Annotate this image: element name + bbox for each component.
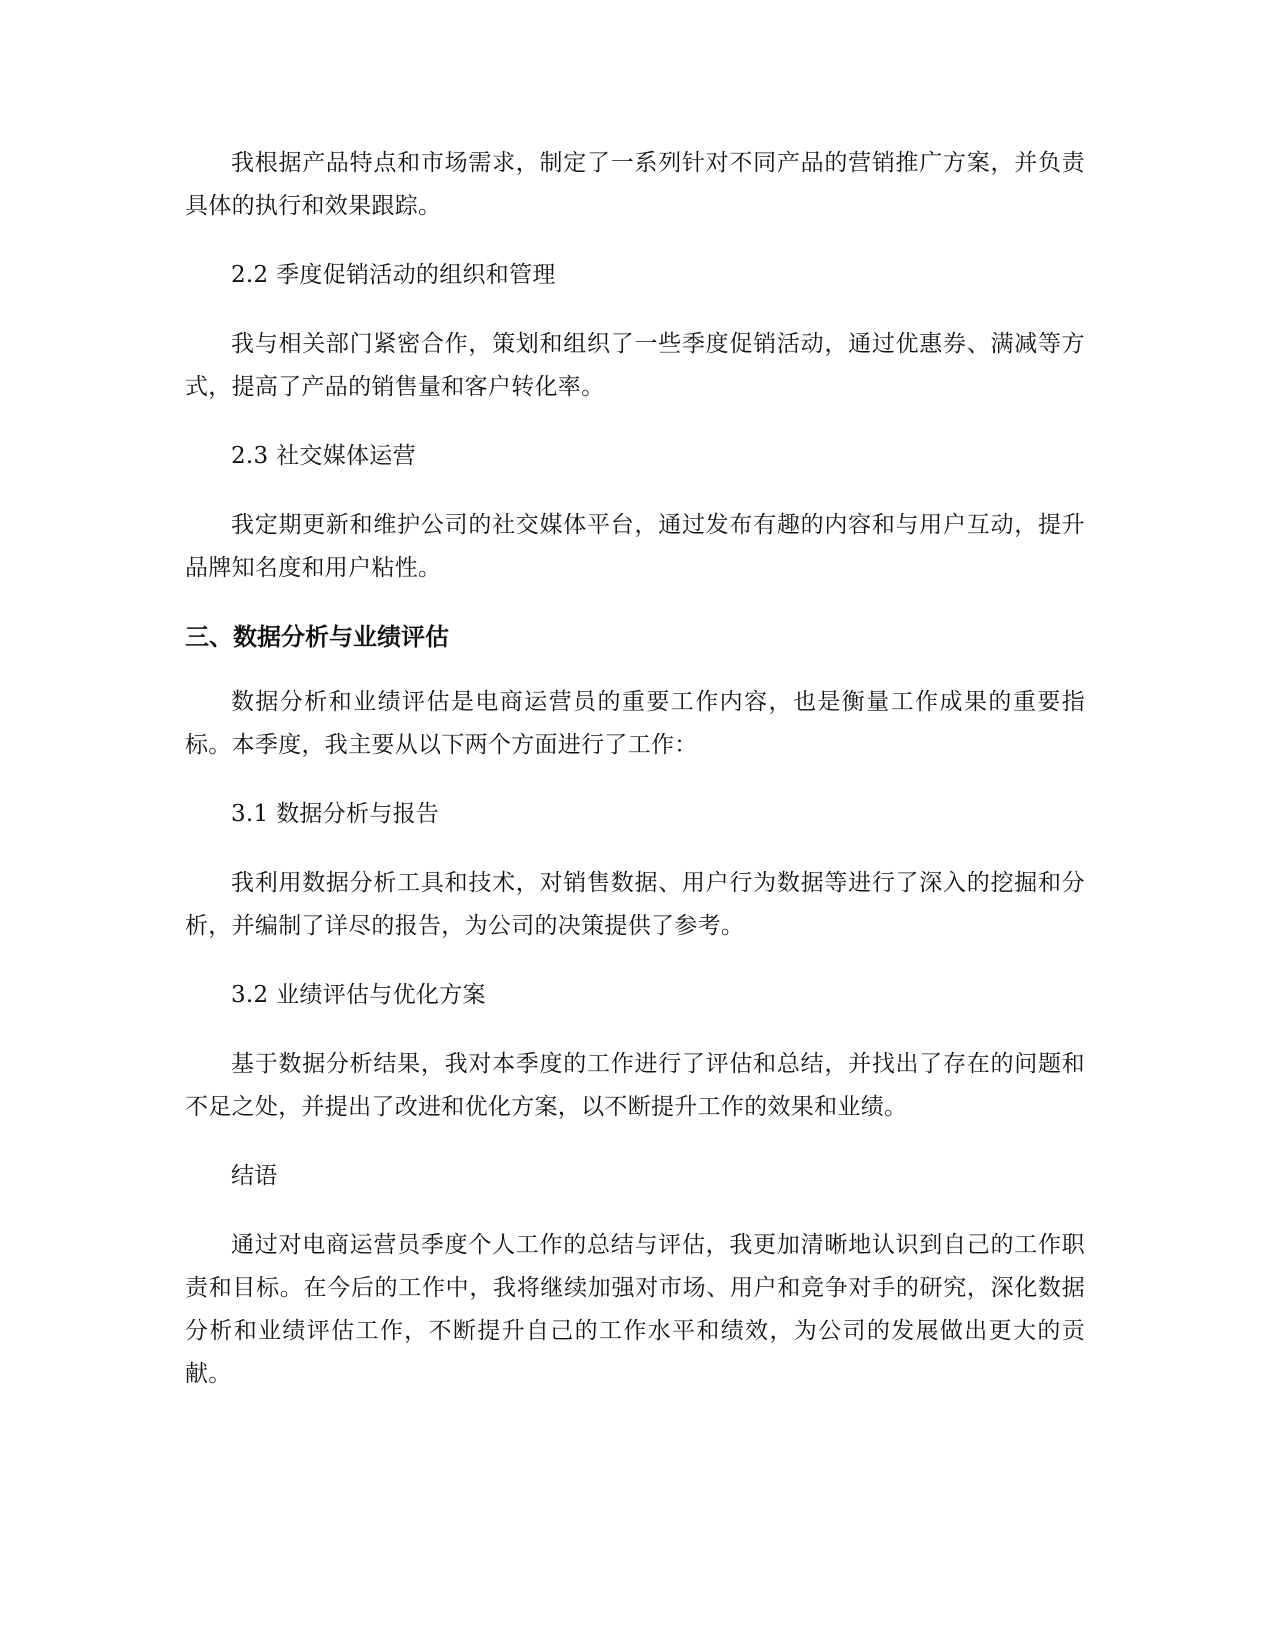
subheading-2-2: 2.2 季度促销活动的组织和管理 <box>231 262 556 288</box>
paragraph-data-analysis-intro: 数据分析和业绩评估是电商运营员的重要工作内容，也是衡量工作成果的重要指标。本季度，我主要从以下两个方面进行了工作： <box>185 689 1085 758</box>
subheading-3-1: 3.1 数据分析与报告 <box>231 801 440 827</box>
section-heading-3: 三、数据分析与业绩评估 <box>185 623 449 651</box>
paragraph-marketing-plans: 我根据产品特点和市场需求，制定了一系列针对不同产品的营销推广方案，并负责具体的执行和效果跟踪。 <box>185 150 1085 219</box>
subheading-conclusion: 结语 <box>231 1163 278 1189</box>
paragraph-conclusion: 通过对电商运营员季度个人工作的总结与评估，我更加清晰地认识到自己的工作职责和目标。在今后的工作中，我将继续加强对市场、用户和竞争对手的研究，深化数据分析和业绩评估工作，不断提升自己的工作水平和绩效，为公司的发展做出更大的贡献。 <box>185 1232 1085 1387</box>
paragraph-social-media: 我定期更新和维护公司的社交媒体平台，通过发布有趣的内容和与用户互动，提升品牌知名度和用户粘性。 <box>185 512 1085 581</box>
subheading-3-2: 3.2 业绩评估与优化方案 <box>231 982 486 1008</box>
document-page <box>185 142 1085 1422</box>
paragraph-data-reports: 我利用数据分析工具和技术，对销售数据、用户行为数据等进行了深入的挖掘和分析，并编制了详尽的报告，为公司的决策提供了参考。 <box>185 870 1085 939</box>
subheading-2-3: 2.3 社交媒体运营 <box>231 443 416 469</box>
paragraph-promotions: 我与相关部门紧密合作，策划和组织了一些季度促销活动，通过优惠券、满减等方式，提高了产品的销售量和客户转化率。 <box>185 331 1085 400</box>
paragraph-performance-evaluation: 基于数据分析结果，我对本季度的工作进行了评估和总结，并找出了存在的问题和不足之处，并提出了改进和优化方案，以不断提升工作的效果和业绩。 <box>185 1051 1085 1120</box>
